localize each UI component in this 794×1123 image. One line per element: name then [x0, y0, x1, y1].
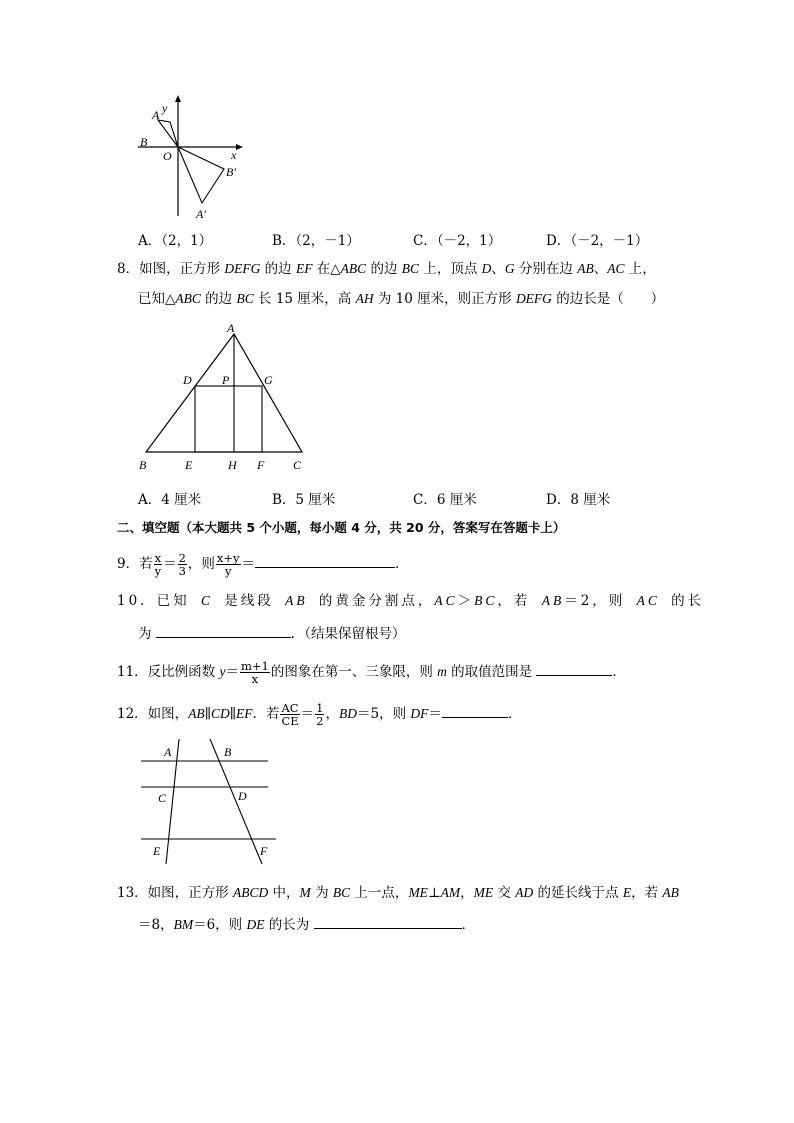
label-D: D [238, 789, 247, 803]
q8-option-b: B．5 厘米 [272, 492, 336, 508]
figure-q8-triangle-square [136, 322, 316, 474]
square-DEFG [195, 386, 262, 452]
q11-answer-blank[interactable] [536, 662, 612, 676]
q12: 12．如图，AB∥CD∥EF．若 $\frac{AC}{CE}$ ＝ $\frac{1}{2}$ ，BD＝5，则 DF＝ ． [117, 701, 522, 728]
q10-line-1: 10．已知 C 是线段 AB 的黄金分割点，AC＞BC，若 AB＝2，则 AC 的长 [117, 593, 705, 609]
label-F: F [257, 458, 265, 472]
figure-q7-coordinate-diagram [132, 92, 252, 222]
label-y: y [162, 101, 168, 115]
q7-option-a: A．（2，1） [138, 233, 213, 249]
label-x: x [231, 148, 237, 162]
label-Bprime: B′ [226, 165, 236, 179]
q12-answer-blank[interactable] [442, 704, 508, 718]
label-C: C [293, 458, 302, 472]
q13-line-1: 13．如图，正方形 ABCD 中，M 为 BC 上一点，ME⊥AM，ME 交 AD 的延长线于点 E，若 AB [117, 885, 679, 901]
q10-answer-blank[interactable] [156, 624, 291, 638]
label-P: P [222, 373, 230, 387]
q10-line-2: 为 ．（结果保留根号） [138, 626, 406, 642]
q8-option-c: C．6 厘米 [413, 492, 477, 508]
figure-q12-parallel-lines [136, 736, 281, 868]
q13-line-2: ＝8，BM＝6，则 DE 的长为 ． [138, 917, 476, 933]
q11: 11．反比例函数 y＝ $\frac{m+1}{x}$ 的图象在第一、三象限，则 m 的取值范围是 ． [117, 659, 626, 686]
label-B: B [140, 135, 148, 149]
q13-answer-blank[interactable] [314, 915, 462, 929]
q7-option-b: B．（2，－1） [272, 233, 360, 249]
triangle-ABC [146, 334, 302, 452]
q8-line-2: 已知△ABC 的边 BC 长 15 厘米，高 AH 为 10 厘米，则正方形 DEFG 的边长是（ ） [138, 291, 665, 307]
x-axis-arrow [236, 144, 243, 150]
triangle-OApBp [178, 147, 224, 203]
q7-option-d: D．（－2，－1） [546, 233, 649, 249]
label-O: O [163, 149, 172, 163]
q8-option-d: D．8 厘米 [546, 492, 611, 508]
transversal-BDF [210, 739, 262, 864]
q9-answer-blank[interactable] [255, 554, 395, 568]
label-Aprime: A′ [196, 207, 206, 221]
q9: 9．若 $\frac{x}{y}$ ＝ $\frac{2}{3}$ ，则 $\frac{x+y}{y}$ ＝ ． [117, 551, 409, 578]
label-A: A [152, 108, 160, 122]
y-axis-arrow [175, 95, 181, 102]
q8-line-1: 8．如图，正方形 DEFG 的边 EF 在△ABC 的边 BC 上，顶点 D、G 分别在边 AB、AC 上， [117, 261, 656, 277]
label-E: E [153, 844, 161, 858]
label-A: A [227, 322, 235, 335]
section-2-heading: 二、填空题（本大题共 5 个小题，每小题 4 分，共 20 分，答案写在答题卡上） [117, 520, 566, 535]
label-D: D [183, 373, 192, 387]
label-H: H [228, 458, 237, 472]
q8-option-a: A．4 厘米 [138, 492, 202, 508]
label-E: E [185, 458, 193, 472]
label-F: F [260, 844, 268, 858]
label-A: A [164, 745, 172, 759]
label-C: C [158, 791, 167, 805]
label-G: G [264, 373, 273, 387]
triangle-OAB [158, 120, 178, 147]
q7-option-c: C．（－2，1） [413, 233, 502, 249]
label-B: B [139, 458, 147, 472]
label-B: B [224, 745, 232, 759]
